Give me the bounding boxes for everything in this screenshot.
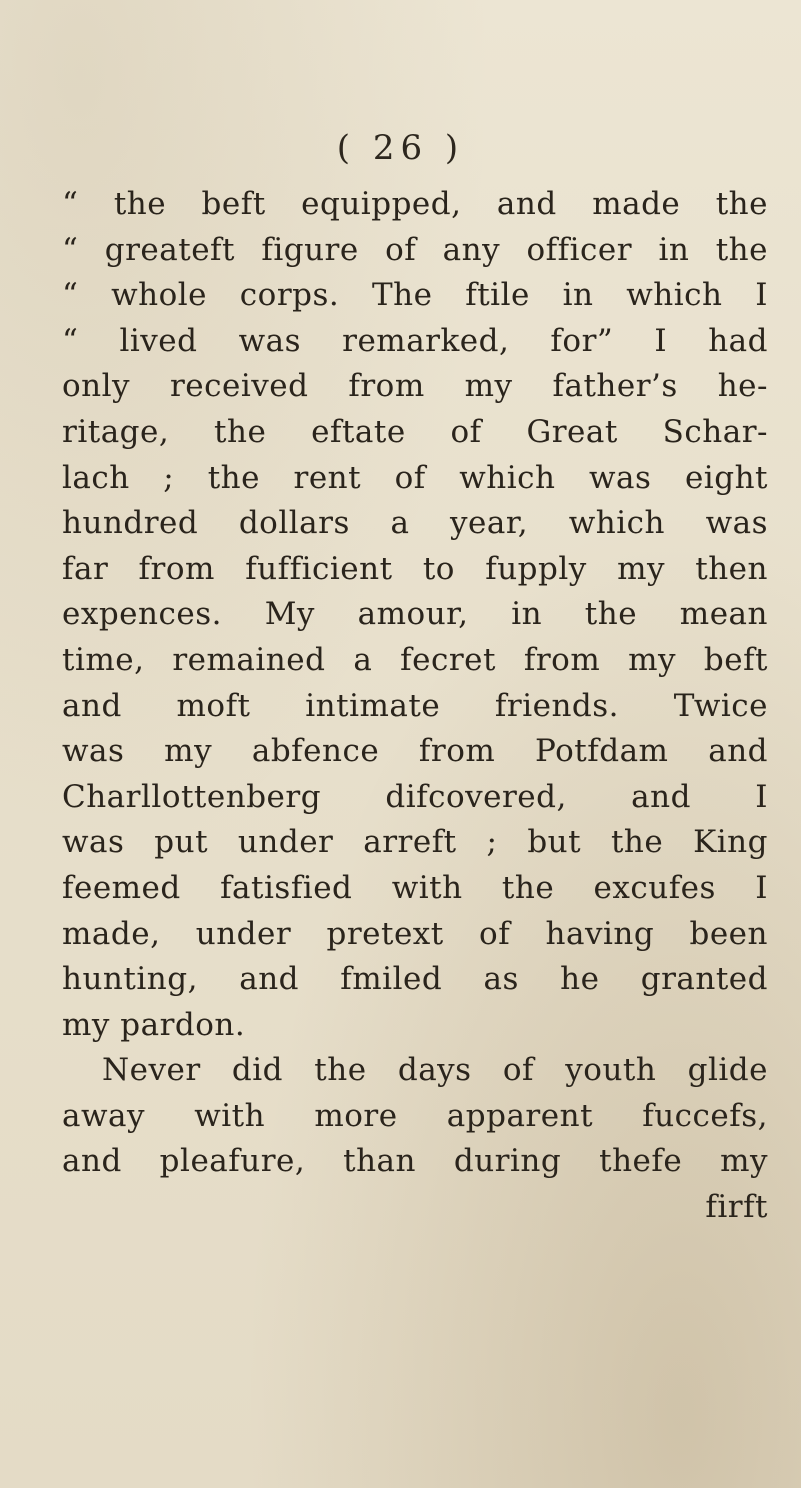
text-line: time, remained a fecret from my beft [62, 641, 768, 678]
page-number: ( 26 ) [336, 128, 465, 168]
text-line: my pardon. [62, 1006, 246, 1043]
text-line: and moft intimate friends. Twice [62, 687, 768, 724]
text-line: feemed fatisfied with the excufes I [62, 869, 768, 906]
text-line: lach ; the rent of which was eight [62, 459, 768, 496]
text-line: and pleafure, than during thefe my [62, 1143, 768, 1180]
text-line: only received from my father’s he- [62, 368, 768, 405]
text-line: was my abfence from Potfdam and [62, 733, 768, 770]
text-line: away with more apparent fuccefs, [62, 1097, 768, 1134]
text-line: expences. My amour, in the mean [62, 596, 768, 633]
text-line: “ lived was remarked, for” I had [62, 322, 768, 359]
text-line: ritage, the eftate of Great Schar- [62, 413, 768, 450]
catchword: firft [705, 1189, 768, 1226]
text-line: “ whole corps. The ftile in which I [62, 277, 768, 314]
text-line: hunting, and fmiled as he granted [62, 961, 768, 998]
text-line: made, under pretext of having been [62, 915, 768, 952]
text-line: Charllottenberg difcovered, and I [62, 778, 768, 815]
text-line: far from fufficient to fupply my then [62, 550, 768, 587]
text-line: was put under arreft ; but the King [62, 824, 768, 861]
body-text [62, 182, 768, 1231]
text-line: “ greateft figure of any officer in the [62, 231, 768, 268]
text-line: hundred dollars a year, which was [62, 505, 768, 542]
text-line: “ the beft equipped, and made the [62, 186, 768, 222]
paragraph-start-line: Never did the days of youth glide [102, 1052, 768, 1089]
